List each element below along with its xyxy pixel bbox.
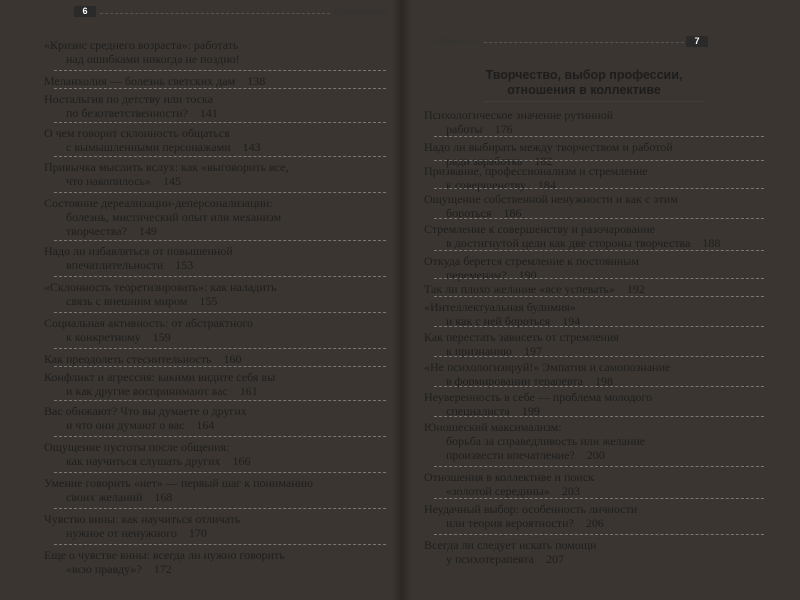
heading-underline xyxy=(484,101,704,102)
entry-separator xyxy=(54,348,386,349)
leader-dots xyxy=(536,559,544,560)
toc-entry xyxy=(424,390,774,418)
toc-entry xyxy=(424,330,774,358)
toc-entry-text: работы xyxy=(446,122,483,136)
toc-entry-text: болезнь, мистический опыт или механизм xyxy=(66,210,282,224)
toc-entry xyxy=(44,280,396,308)
leader-dots xyxy=(692,243,700,244)
running-head: Содержание xyxy=(334,7,387,17)
toc-entry-text: к совершенству xyxy=(446,178,526,192)
toc-page-number: 192 xyxy=(626,282,645,296)
toc-page-number: 188 xyxy=(702,236,721,250)
toc-entry-line xyxy=(44,418,396,432)
toc-entry-text: Стремление к совершенству и разочарование xyxy=(424,222,656,236)
toc-page-number: 143 xyxy=(242,140,261,154)
toc-page-number: 170 xyxy=(188,526,207,540)
entry-separator xyxy=(54,436,386,437)
leader-dots xyxy=(528,185,536,186)
toc-entry xyxy=(44,476,396,504)
toc-entry-text: Конфликт и агрессия: какими видите себя вы xyxy=(44,370,276,384)
toc-entry-line xyxy=(44,126,396,140)
right-page xyxy=(404,0,784,600)
entry-separator xyxy=(54,544,386,545)
toc-entry-text: Так ли плохо желание «все успевать» xyxy=(424,282,615,296)
toc-entry xyxy=(424,282,774,296)
leader-dots xyxy=(585,381,593,382)
toc-entry-text: Всегда ли следует искать помощи xyxy=(424,538,597,552)
toc-page-number: 206 xyxy=(585,516,604,530)
entry-separator xyxy=(434,250,764,251)
toc-entry-text: Ностальгия по детству или тоска xyxy=(44,92,214,106)
toc-page-number: 172 xyxy=(153,562,172,576)
entry-separator xyxy=(54,88,386,89)
entry-separator xyxy=(54,156,386,157)
toc-entry-line xyxy=(44,548,396,562)
toc-entry-line xyxy=(424,390,774,404)
toc-page-number: 186 xyxy=(503,206,522,220)
toc-entry-line xyxy=(44,140,396,154)
toc-entry-text: в достигнутой цели как две стороны творчества xyxy=(446,236,691,250)
toc-entry-text: Призвание, профессионализм и стремление xyxy=(424,164,648,178)
toc-entry xyxy=(44,316,396,344)
toc-entry xyxy=(44,38,396,66)
section-heading-line: отношения в коллективе xyxy=(507,83,661,97)
toc-entry xyxy=(44,370,396,398)
entry-separator xyxy=(434,218,764,219)
toc-entry xyxy=(424,470,774,498)
toc-entry-line xyxy=(424,360,774,374)
toc-entry-text: Неудачный выбор: особенность личности xyxy=(424,502,638,516)
entry-separator xyxy=(54,472,386,473)
toc-entry-line xyxy=(44,440,396,454)
toc-entry-line xyxy=(44,454,396,468)
toc-entry-text: Привычка мыслить вслух: как «выговорить все, xyxy=(44,160,289,174)
leader-dots xyxy=(509,275,517,276)
toc-page-number: 160 xyxy=(223,352,242,366)
toc-entry-line xyxy=(424,502,774,516)
leader-dots xyxy=(237,81,245,82)
toc-entry-text: в формировании терапевта xyxy=(446,374,583,388)
toc-entry-text: Ощущение собственной ненужности и как с этим xyxy=(424,192,678,206)
leader-dots xyxy=(153,181,161,182)
toc-entry-text: Состояние дереализации-деперсонализации: xyxy=(44,196,273,210)
toc-entry-text: «Склонность теоретизировать»: как наладить xyxy=(44,280,277,294)
toc-entry xyxy=(44,352,396,366)
toc-entry-text: Отношения в коллективе и поиск xyxy=(424,470,594,484)
toc-entry-line xyxy=(424,122,774,136)
entry-separator xyxy=(434,136,764,137)
entry-separator xyxy=(434,278,764,279)
leader-dots xyxy=(617,289,625,290)
toc-page-number: 200 xyxy=(586,448,605,462)
toc-entry xyxy=(44,548,396,576)
toc-page-number: 182 xyxy=(534,154,553,168)
left-page xyxy=(22,0,400,600)
toc-entry-line xyxy=(424,140,774,154)
leader-dots xyxy=(179,533,187,534)
toc-entry-text: и как другие воспринимают вас xyxy=(66,384,228,398)
toc-entry-line xyxy=(424,470,774,484)
toc-entry-line xyxy=(44,512,396,526)
entry-separator xyxy=(434,160,764,161)
leader-dots xyxy=(233,147,241,148)
leader-dots xyxy=(552,491,560,492)
toc-entry-line xyxy=(44,294,396,308)
toc-entry-text: «золотой середины» xyxy=(446,484,550,498)
header-rule xyxy=(484,42,684,43)
toc-entry-line xyxy=(424,268,774,282)
toc-entry-line xyxy=(44,196,396,210)
toc-entry-text: «Не психологизируй!» Эмпатия и самопознание xyxy=(424,360,671,374)
leader-dots xyxy=(230,391,238,392)
toc-entry-text: или теория вероятности? xyxy=(446,516,574,530)
toc-entry xyxy=(44,404,396,432)
leader-dots xyxy=(223,461,231,462)
toc-entry-line xyxy=(44,352,396,366)
leader-dots xyxy=(524,161,532,162)
toc-page-number: 164 xyxy=(196,418,215,432)
toc-entry-text: О чем говорит склонность общаться xyxy=(44,126,230,140)
toc-page-number: 166 xyxy=(232,454,251,468)
toc-entry-text: Меланхолия — болезнь светских дам xyxy=(44,74,236,88)
toc-entry-line xyxy=(44,106,396,120)
toc-entry xyxy=(424,192,774,220)
toc-entry-line xyxy=(424,538,774,552)
entry-separator xyxy=(54,312,386,313)
toc-entry-text: творчества? xyxy=(66,224,127,238)
entry-separator xyxy=(54,400,386,401)
toc-entry-text: Ощущение пустоты после общения: xyxy=(44,440,230,454)
toc-entry-line xyxy=(424,434,774,448)
toc-entry-line xyxy=(44,404,396,418)
toc-page-number: 184 xyxy=(537,178,556,192)
toc-entry-text: борьба за справедливость или желание xyxy=(446,434,646,448)
entry-separator xyxy=(54,240,386,241)
toc-page-number: 149 xyxy=(138,224,157,238)
toc-page-number: 153 xyxy=(175,258,194,272)
toc-entry-text: что накопилось» xyxy=(66,174,152,188)
toc-page-number: 155 xyxy=(199,294,218,308)
toc-entry-text: Психологическое значение рутинной xyxy=(424,108,614,122)
toc-entry xyxy=(44,126,396,154)
toc-entry-line xyxy=(424,192,774,206)
toc-entry-line xyxy=(44,244,396,258)
leader-dots xyxy=(165,265,173,266)
toc-entry-line xyxy=(44,52,396,66)
toc-entry-line xyxy=(44,174,396,188)
section-heading xyxy=(434,68,734,98)
toc-entry-line xyxy=(44,224,396,238)
entry-separator xyxy=(54,192,386,193)
toc-page-number: 159 xyxy=(152,330,171,344)
toc-entry-text: Еще о чувстве вины: всегда ли нужно говорить xyxy=(44,548,285,562)
toc-entry xyxy=(44,244,396,272)
leader-dots xyxy=(214,359,222,360)
toc-entry-line xyxy=(424,484,774,498)
section-heading-line: Творчество, выбор профессии, xyxy=(485,68,683,82)
toc-page-number: 198 xyxy=(594,374,613,388)
toc-entry-text: Неуверенность в себе — проблема молодого xyxy=(424,390,653,404)
toc-entry xyxy=(424,420,774,462)
spine-shadow xyxy=(392,0,412,600)
toc-entry xyxy=(424,360,774,388)
toc-entry-line xyxy=(44,210,396,224)
toc-entry-line xyxy=(44,316,396,330)
toc-page-number: 161 xyxy=(239,384,258,398)
leader-dots xyxy=(143,337,151,338)
toc-entry-line xyxy=(424,254,774,268)
toc-entry-text: Откуда берется стремление к постоянным xyxy=(424,254,639,268)
toc-entry-line xyxy=(44,160,396,174)
toc-entry-text: «Интеллектуальная булимия» xyxy=(424,300,576,314)
toc-entry-text: «всю правду»? xyxy=(66,562,142,576)
toc-entry xyxy=(424,502,774,530)
toc-entry-text: и как с ней бороться xyxy=(446,314,551,328)
toc-entry-line xyxy=(424,178,774,192)
toc-entry-text: Надо ли избавляться от повышенной xyxy=(44,244,233,258)
toc-entry-text: с вымышленными персонажами xyxy=(66,140,231,154)
toc-entry-line xyxy=(44,258,396,272)
entry-separator xyxy=(54,70,386,71)
toc-entry-line xyxy=(424,330,774,344)
toc-entry-text: «Кризис среднего возраста»: работать xyxy=(44,38,239,52)
toc-page-number: 197 xyxy=(523,344,542,358)
leader-dots xyxy=(512,411,520,412)
toc-entry-line xyxy=(424,164,774,178)
toc-entry-text: Юношеский максимализм: xyxy=(424,420,562,434)
toc-entry-text: ради заработка xyxy=(446,154,523,168)
toc-entry xyxy=(44,440,396,468)
entry-separator xyxy=(54,508,386,509)
toc-entry-line xyxy=(44,74,396,88)
toc-entry-text: к конкретному xyxy=(66,330,141,344)
leader-dots xyxy=(514,351,522,352)
toc-entry-text: Как перестать зависеть от стремления xyxy=(424,330,619,344)
toc-entry-text: Социальная активность: от абстрактного xyxy=(44,316,253,330)
toc-entry xyxy=(44,160,396,188)
toc-entry-text: Как преодолеть стеснительность xyxy=(44,352,212,366)
entry-separator xyxy=(434,296,764,297)
toc-page-number: 168 xyxy=(154,490,173,504)
toc-entry-line xyxy=(44,92,396,106)
toc-entry-text: бороться xyxy=(446,206,492,220)
toc-page-number: 138 xyxy=(247,74,266,88)
toc-entry-text: Вас обижают? Что вы думаете о других xyxy=(44,404,247,418)
toc-entry-text: переменам? xyxy=(446,268,507,282)
toc-entry-line xyxy=(424,222,774,236)
entry-separator xyxy=(434,498,764,499)
leader-dots xyxy=(552,321,560,322)
toc-entry-text: у психотерапевта xyxy=(446,552,535,566)
toc-entry-line xyxy=(424,282,774,296)
toc-page-number: 194 xyxy=(562,314,581,328)
toc-entry xyxy=(44,196,396,238)
entry-separator xyxy=(434,188,764,189)
entry-separator xyxy=(54,122,386,123)
leader-dots xyxy=(186,425,194,426)
toc-entry xyxy=(44,512,396,540)
leader-dots xyxy=(494,213,502,214)
toc-entry xyxy=(424,222,774,250)
leader-dots xyxy=(576,523,584,524)
toc-entry-line xyxy=(424,516,774,530)
leader-dots xyxy=(189,301,197,302)
toc-entry xyxy=(44,74,396,88)
running-head: Содержание xyxy=(426,36,479,46)
toc-entry-line xyxy=(44,330,396,344)
page-number: 6 xyxy=(74,6,96,17)
toc-page-number: 190 xyxy=(518,268,537,282)
leader-dots xyxy=(144,497,152,498)
toc-entry-text: Чувство вины: как научиться отличать xyxy=(44,512,241,526)
entry-separator xyxy=(434,534,764,535)
toc-entry-line xyxy=(424,236,774,250)
entry-separator xyxy=(434,356,764,357)
toc-entry-text: связь с внешним миром xyxy=(66,294,188,308)
toc-entry-text: Надо ли выбирать между творчеством и работой xyxy=(424,140,673,154)
toc-entry-text: к признанию xyxy=(446,344,512,358)
toc-entry-line xyxy=(424,552,774,566)
toc-entry-text: произвести впечатление? xyxy=(446,448,575,462)
toc-page-number: 203 xyxy=(561,484,580,498)
toc-entry-text: нужное от ненужного xyxy=(66,526,177,540)
toc-entry-line xyxy=(424,420,774,434)
toc-entry xyxy=(44,92,396,120)
toc-entry-line xyxy=(44,280,396,294)
toc-page-number: 141 xyxy=(199,106,218,120)
toc-entry-line xyxy=(44,370,396,384)
toc-page-number: 145 xyxy=(163,174,182,188)
toc-entry-line xyxy=(44,476,396,490)
toc-entry-line xyxy=(44,38,396,52)
entry-separator xyxy=(434,386,764,387)
toc-entry-line xyxy=(44,562,396,576)
toc-entry xyxy=(424,538,774,566)
toc-entry xyxy=(424,108,774,136)
toc-entry xyxy=(424,300,774,328)
toc-entry-line xyxy=(44,384,396,398)
entry-separator xyxy=(434,326,764,327)
toc-entry-line xyxy=(44,490,396,504)
toc-entry-text: как научиться слушать других xyxy=(66,454,221,468)
entry-separator xyxy=(434,466,764,467)
toc-page-number: 176 xyxy=(494,122,513,136)
toc-entry-text: специалиста xyxy=(446,404,510,418)
toc-entry-text: впечатлительности xyxy=(66,258,164,272)
toc-page-number: 199 xyxy=(521,404,540,418)
leader-dots xyxy=(190,113,198,114)
toc-entry-line xyxy=(424,108,774,122)
toc-entry-line xyxy=(424,448,774,462)
toc-entry-text: по безответственности? xyxy=(66,106,188,120)
page-number: 7 xyxy=(686,36,708,47)
toc-entry-text: Умение говорить «нет» — первый шаг к пониманию xyxy=(44,476,313,490)
leader-dots xyxy=(577,455,585,456)
toc-entry-text: и что они думают о вас xyxy=(66,418,185,432)
toc-entry-line xyxy=(424,300,774,314)
leader-dots xyxy=(129,231,137,232)
toc-page-number: 207 xyxy=(546,552,565,566)
toc-entry-text: своих желаний xyxy=(66,490,143,504)
leader-dots xyxy=(485,129,493,130)
leader-dots xyxy=(144,569,152,570)
toc-entry-text: над ошибками никогда не поздно! xyxy=(66,52,240,66)
entry-separator xyxy=(54,366,386,367)
header-rule xyxy=(100,13,330,14)
entry-separator xyxy=(54,276,386,277)
entry-separator xyxy=(434,416,764,417)
toc-entry-line xyxy=(44,526,396,540)
